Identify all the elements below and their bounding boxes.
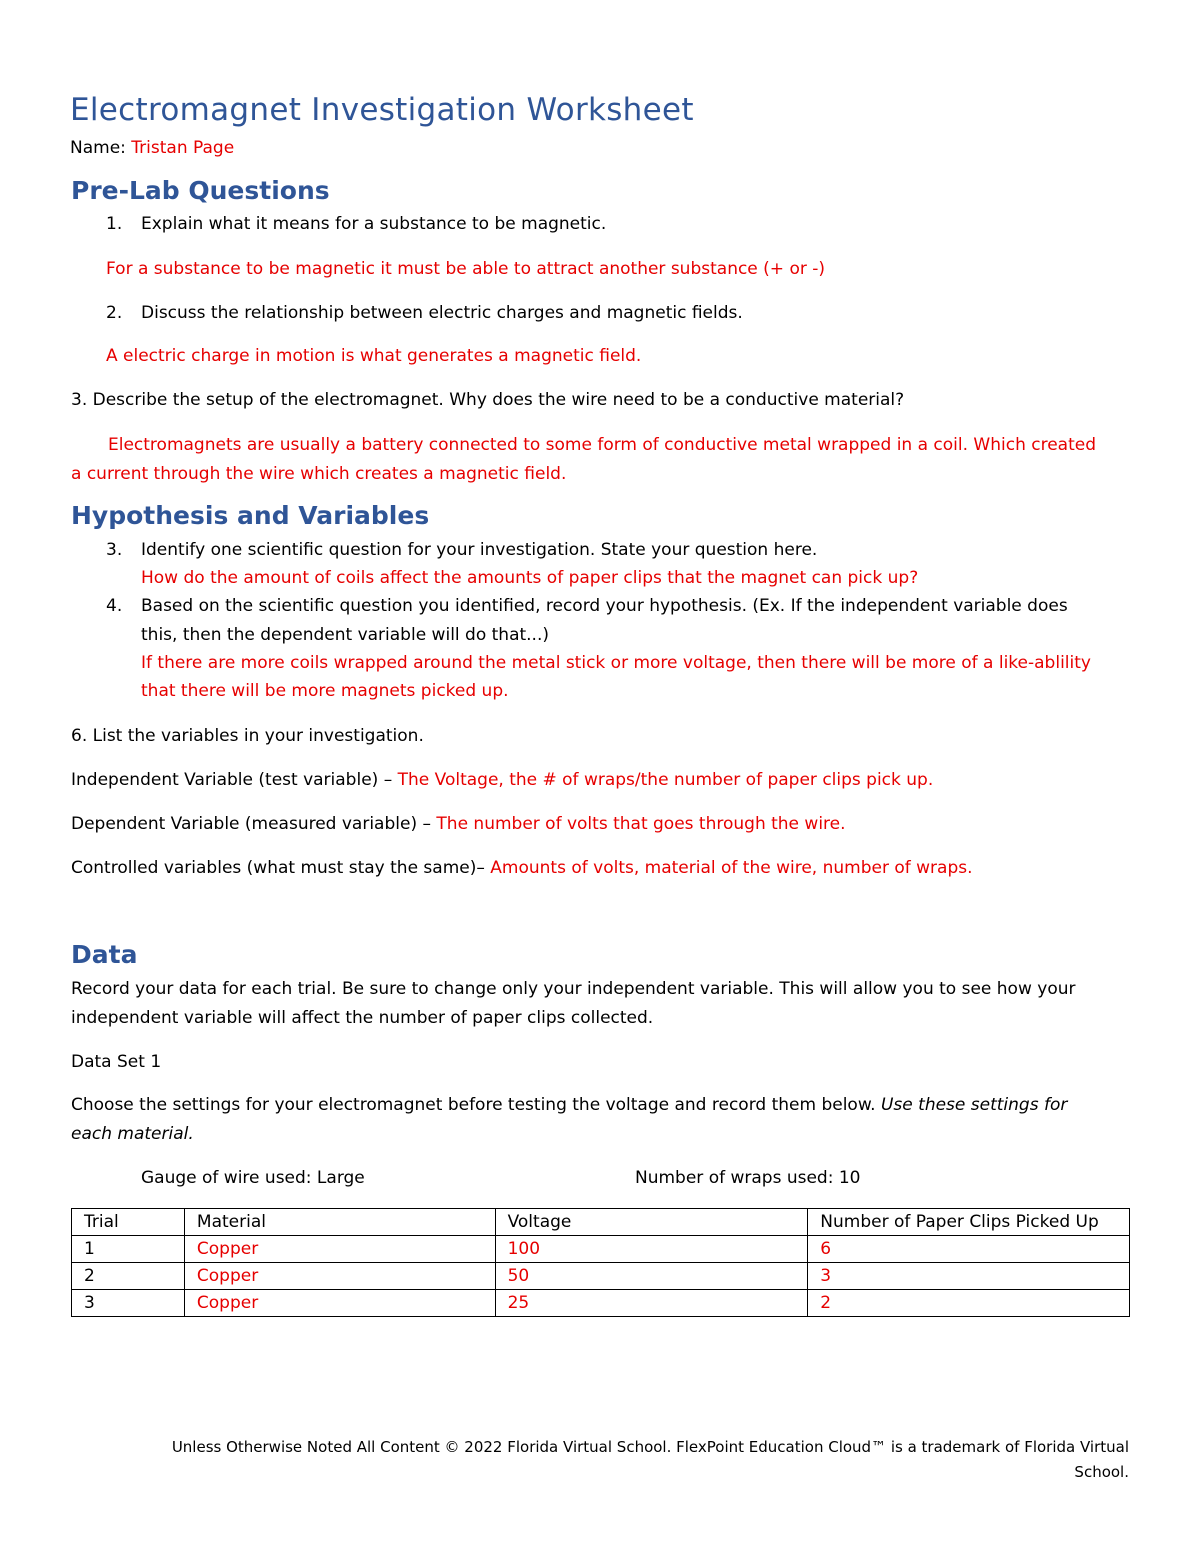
- voltage-cell: 50: [495, 1263, 808, 1290]
- prelab-a3-line1: Electromagnets are usually a battery connected to some form of conductive metal wrapped in a coil. Which created: [108, 435, 1097, 455]
- footer-copyright: [172, 1435, 1129, 1485]
- independent-variable-line: [71, 766, 933, 794]
- table-header-row: [72, 1209, 1130, 1236]
- data-intro-line1: Record your data for each trial. Be sure to change only your independent variable. This will allow you to see how your: [71, 979, 1076, 999]
- data-set-label: Data Set 1: [71, 1052, 162, 1072]
- footer-line1: Unless Otherwise Noted All Content © 2022 Florida Virtual School. FlexPoint Education Cloud™ is a trademark of Florida Virtual: [171, 1438, 1129, 1456]
- hyp-q4-line1: Based on the scientific question you identified, record your hypothesis. (Ex. If the independent variable does: [141, 596, 1068, 616]
- hyp-q3-text: Identify one scientific question for your investigation. State your question here.: [141, 540, 818, 560]
- controlled-variables-label: Controlled variables (what must stay the same)–: [71, 858, 485, 878]
- material-cell: Copper: [184, 1290, 495, 1317]
- prelab-q2-number: 2.: [106, 303, 123, 323]
- independent-variable-value: The Voltage, the # of wraps/the number of paper clips pick up.: [397, 770, 934, 790]
- data-table: [71, 1208, 1130, 1317]
- prelab-q1-number: 1.: [106, 214, 123, 234]
- table-row: [72, 1263, 1130, 1290]
- prelab-q1-text: Explain what it means for a substance to be magnetic.: [141, 214, 607, 234]
- trial-cell: 3: [72, 1290, 185, 1317]
- voltage-cell: 25: [495, 1290, 808, 1317]
- name-value: Tristan Page: [131, 138, 235, 158]
- hyp-a4-line2: that there will be more magnets picked up.: [141, 681, 509, 701]
- table-header-cell: Number of Paper Clips Picked Up: [808, 1209, 1130, 1236]
- paper-clips-cell: 3: [808, 1263, 1130, 1290]
- table-row: [72, 1290, 1130, 1317]
- wire-gauge: Gauge of wire used: Large: [141, 1168, 365, 1188]
- settings-instructions-line2: [71, 1120, 194, 1148]
- table-header-cell: Voltage: [495, 1209, 808, 1236]
- prelab-a3-line2: a current through the wire which creates a magnetic field.: [71, 464, 567, 484]
- footer-line2: School.: [1074, 1463, 1129, 1481]
- hypothesis-heading: Hypothesis and Variables: [71, 501, 430, 530]
- prelab-a1: For a substance to be magnetic it must be able to attract another substance (+ or -): [106, 259, 826, 279]
- table-row: [72, 1236, 1130, 1263]
- name-line: [70, 134, 234, 162]
- table-header-cell: Trial: [72, 1209, 185, 1236]
- hyp-q4-number: 4.: [106, 596, 123, 616]
- data-intro-line2: independent variable will affect the number of paper clips collected.: [71, 1008, 654, 1028]
- data-heading: Data: [71, 940, 138, 969]
- page-title: Electromagnet Investigation Worksheet: [70, 92, 694, 128]
- number-of-wraps: Number of wraps used: 10: [635, 1168, 861, 1188]
- controlled-variables-line: [71, 854, 973, 882]
- prelab-q2-text: Discuss the relationship between electric charges and magnetic fields.: [141, 303, 743, 323]
- material-cell: Copper: [184, 1236, 495, 1263]
- trial-cell: 1: [72, 1236, 185, 1263]
- variables-question: 6. List the variables in your investigation.: [71, 726, 424, 746]
- voltage-cell: 100: [495, 1236, 808, 1263]
- material-cell: Copper: [184, 1263, 495, 1290]
- controlled-variables-value: Amounts of volts, material of the wire, number of wraps.: [490, 858, 973, 878]
- hyp-q3-number: 3.: [106, 540, 123, 560]
- prelab-q3-text: 3. Describe the setup of the electromagnet. Why does the wire need to be a conductive material?: [71, 390, 905, 410]
- hyp-q4-line2: this, then the dependent variable will do that...): [141, 625, 549, 645]
- paper-clips-cell: 2: [808, 1290, 1130, 1317]
- hyp-a3: How do the amount of coils affect the amounts of paper clips that the magnet can pick up?: [141, 568, 919, 588]
- hyp-a4-line1: If there are more coils wrapped around the metal stick or more voltage, then there will be more of a like-ablility: [141, 653, 1091, 673]
- name-label: Name:: [70, 138, 126, 158]
- trial-cell: 2: [72, 1263, 185, 1290]
- prelab-a2: A electric charge in motion is what generates a magnetic field.: [106, 346, 642, 366]
- prelab-heading: Pre-Lab Questions: [71, 176, 330, 205]
- settings-instructions-line1: [71, 1091, 1067, 1119]
- dependent-variable-value: The number of volts that goes through the wire.: [436, 814, 846, 834]
- paper-clips-cell: 6: [808, 1236, 1130, 1263]
- table-header-cell: Material: [184, 1209, 495, 1236]
- settings-instructions-italic: Use these settings for: [880, 1095, 1068, 1115]
- settings-instructions-italic-2: each material.: [71, 1124, 194, 1144]
- dependent-variable-label: Dependent Variable (measured variable) –: [71, 814, 431, 834]
- independent-variable-label: Independent Variable (test variable) –: [71, 770, 393, 790]
- settings-instructions-text: Choose the settings for your electromagnet before testing the voltage and record them below.: [71, 1095, 876, 1115]
- dependent-variable-line: [71, 810, 846, 838]
